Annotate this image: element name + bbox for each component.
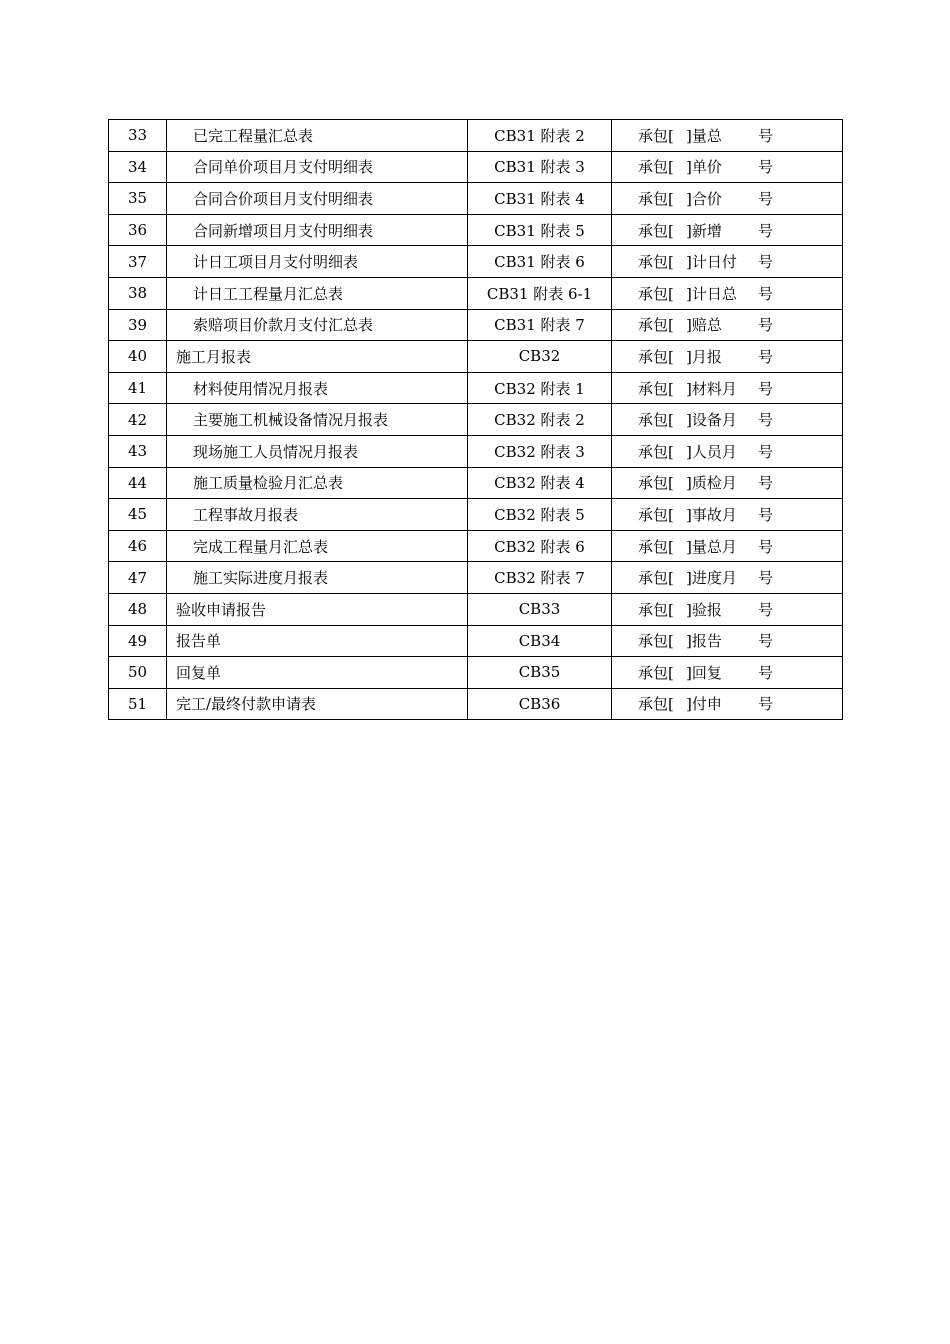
form-code: CB32 附表 5 — [468, 499, 612, 531]
form-reference: 承包[ ]单价 号 — [612, 151, 843, 183]
table-row — [109, 151, 843, 183]
table-row — [109, 625, 843, 657]
ref-prefix: 承包[ — [638, 284, 674, 303]
form-reference: 承包[ ]材料月 号 — [612, 372, 843, 404]
ref-middle: ]回复 — [686, 663, 722, 682]
form-name: 施工实际进度月报表 — [167, 562, 468, 594]
table-row — [109, 214, 843, 246]
form-name: 验收申请报告 — [167, 593, 468, 625]
table-row — [109, 183, 843, 215]
form-code: CB32 附表 1 — [468, 372, 612, 404]
row-number: 33 — [109, 120, 167, 152]
ref-prefix: 承包[ — [638, 442, 674, 461]
table-row — [109, 277, 843, 309]
form-code: CB32 附表 7 — [468, 562, 612, 594]
form-name: 计日工工程量月汇总表 — [167, 277, 468, 309]
ref-middle: ]质检月 — [686, 474, 737, 493]
form-reference: 承包[ ]月报 号 — [612, 341, 843, 373]
row-number: 40 — [109, 341, 167, 373]
row-number: 44 — [109, 467, 167, 499]
table-row — [109, 435, 843, 467]
form-code: CB35 — [468, 657, 612, 689]
form-reference: 承包[ ]验报 号 — [612, 593, 843, 625]
ref-prefix: 承包[ — [638, 221, 674, 240]
ref-middle: ]量总月 — [686, 537, 737, 556]
row-number: 37 — [109, 246, 167, 278]
ref-middle: ]单价 — [686, 158, 722, 177]
form-name: 完工/最终付款申请表 — [167, 688, 468, 720]
form-name: 合同合价项目月支付明细表 — [167, 183, 468, 215]
ref-prefix: 承包[ — [638, 474, 674, 493]
form-name: 主要施工机械设备情况月报表 — [167, 404, 468, 436]
ref-middle: ]计日总 — [686, 284, 737, 303]
row-number: 39 — [109, 309, 167, 341]
table-row — [109, 467, 843, 499]
ref-middle: ]新增 — [686, 221, 722, 240]
row-number: 35 — [109, 183, 167, 215]
row-number: 45 — [109, 499, 167, 531]
form-name: 索赔项目价款月支付汇总表 — [167, 309, 468, 341]
ref-prefix: 承包[ — [638, 411, 674, 430]
ref-middle: ]合价 — [686, 189, 722, 208]
form-code: CB32 附表 6 — [468, 530, 612, 562]
table-row — [109, 530, 843, 562]
row-number: 50 — [109, 657, 167, 689]
form-name: 现场施工人员情况月报表 — [167, 435, 468, 467]
ref-prefix: 承包[ — [638, 505, 674, 524]
ref-prefix: 承包[ — [638, 158, 674, 177]
form-code: CB31 附表 4 — [468, 183, 612, 215]
row-number: 42 — [109, 404, 167, 436]
row-number: 34 — [109, 151, 167, 183]
ref-middle: ]事故月 — [686, 505, 737, 524]
ref-middle: ]材料月 — [686, 379, 737, 398]
table-row — [109, 657, 843, 689]
form-code: CB36 — [468, 688, 612, 720]
form-reference: 承包[ ]事故月 号 — [612, 499, 843, 531]
form-reference: 承包[ ]量总 号 — [612, 120, 843, 152]
ref-middle: ]月报 — [686, 347, 722, 366]
form-name: 报告单 — [167, 625, 468, 657]
form-name: 工程事故月报表 — [167, 499, 468, 531]
ref-prefix: 承包[ — [638, 663, 674, 682]
form-reference: 承包[ ]报告 号 — [612, 625, 843, 657]
table-row — [109, 404, 843, 436]
ref-prefix: 承包[ — [638, 189, 674, 208]
form-name: 计日工项目月支付明细表 — [167, 246, 468, 278]
form-reference: 承包[ ]进度月 号 — [612, 562, 843, 594]
ref-prefix: 承包[ — [638, 379, 674, 398]
form-reference: 承包[ ]新增 号 — [612, 214, 843, 246]
form-reference: 承包[ ]质检月 号 — [612, 467, 843, 499]
table-row — [109, 372, 843, 404]
form-reference: 承包[ ]付申 号 — [612, 688, 843, 720]
form-code: CB33 — [468, 593, 612, 625]
table-row — [109, 120, 843, 152]
ref-prefix: 承包[ — [638, 695, 674, 714]
form-name: 施工月报表 — [167, 341, 468, 373]
form-name: 材料使用情况月报表 — [167, 372, 468, 404]
form-reference: 承包[ ]计日付 号 — [612, 246, 843, 278]
ref-middle: ]进度月 — [686, 569, 737, 588]
ref-prefix: 承包[ — [638, 569, 674, 588]
form-name: 回复单 — [167, 657, 468, 689]
ref-middle: ]人员月 — [686, 442, 737, 461]
form-code: CB31 附表 5 — [468, 214, 612, 246]
ref-middle: ]计日付 — [686, 253, 737, 272]
form-name: 合同单价项目月支付明细表 — [167, 151, 468, 183]
form-code: CB31 附表 3 — [468, 151, 612, 183]
form-code: CB31 附表 7 — [468, 309, 612, 341]
form-code: CB34 — [468, 625, 612, 657]
ref-middle: ]付申 — [686, 695, 722, 714]
form-reference: 承包[ ]赔总 号 — [612, 309, 843, 341]
table-row — [109, 562, 843, 594]
row-number: 49 — [109, 625, 167, 657]
row-number: 36 — [109, 214, 167, 246]
form-name: 施工质量检验月汇总表 — [167, 467, 468, 499]
form-code: CB32 — [468, 341, 612, 373]
form-reference: 承包[ ]合价 号 — [612, 183, 843, 215]
table-row — [109, 341, 843, 373]
form-name: 完成工程量月汇总表 — [167, 530, 468, 562]
table-row — [109, 499, 843, 531]
form-reference: 承包[ ]设备月 号 — [612, 404, 843, 436]
form-reference: 承包[ ]回复 号 — [612, 657, 843, 689]
ref-prefix: 承包[ — [638, 347, 674, 366]
form-code: CB32 附表 2 — [468, 404, 612, 436]
ref-prefix: 承包[ — [638, 632, 674, 651]
ref-prefix: 承包[ — [638, 537, 674, 556]
ref-prefix: 承包[ — [638, 600, 674, 619]
row-number: 46 — [109, 530, 167, 562]
row-number: 38 — [109, 277, 167, 309]
ref-prefix: 承包[ — [638, 126, 674, 145]
row-number: 47 — [109, 562, 167, 594]
form-reference: 承包[ ]计日总 号 — [612, 277, 843, 309]
ref-middle: ]设备月 — [686, 411, 737, 430]
form-name: 合同新增项目月支付明细表 — [167, 214, 468, 246]
ref-prefix: 承包[ — [638, 316, 674, 335]
ref-prefix: 承包[ — [638, 253, 674, 272]
ref-middle: ]报告 — [686, 632, 722, 651]
form-code: CB31 附表 6-1 — [468, 277, 612, 309]
form-reference: 承包[ ]人员月 号 — [612, 435, 843, 467]
form-index-table — [108, 119, 843, 720]
row-number: 41 — [109, 372, 167, 404]
row-number: 48 — [109, 593, 167, 625]
row-number: 43 — [109, 435, 167, 467]
form-code: CB32 附表 4 — [468, 467, 612, 499]
table-body — [109, 120, 843, 720]
table-row — [109, 309, 843, 341]
form-code: CB31 附表 6 — [468, 246, 612, 278]
table-row — [109, 593, 843, 625]
ref-middle: ]验报 — [686, 600, 722, 619]
table-row — [109, 688, 843, 720]
table-row — [109, 246, 843, 278]
form-reference: 承包[ ]量总月 号 — [612, 530, 843, 562]
form-code: CB31 附表 2 — [468, 120, 612, 152]
ref-middle: ]量总 — [686, 126, 722, 145]
form-code: CB32 附表 3 — [468, 435, 612, 467]
row-number: 51 — [109, 688, 167, 720]
ref-middle: ]赔总 — [686, 316, 722, 335]
form-name: 已完工程量汇总表 — [167, 120, 468, 152]
